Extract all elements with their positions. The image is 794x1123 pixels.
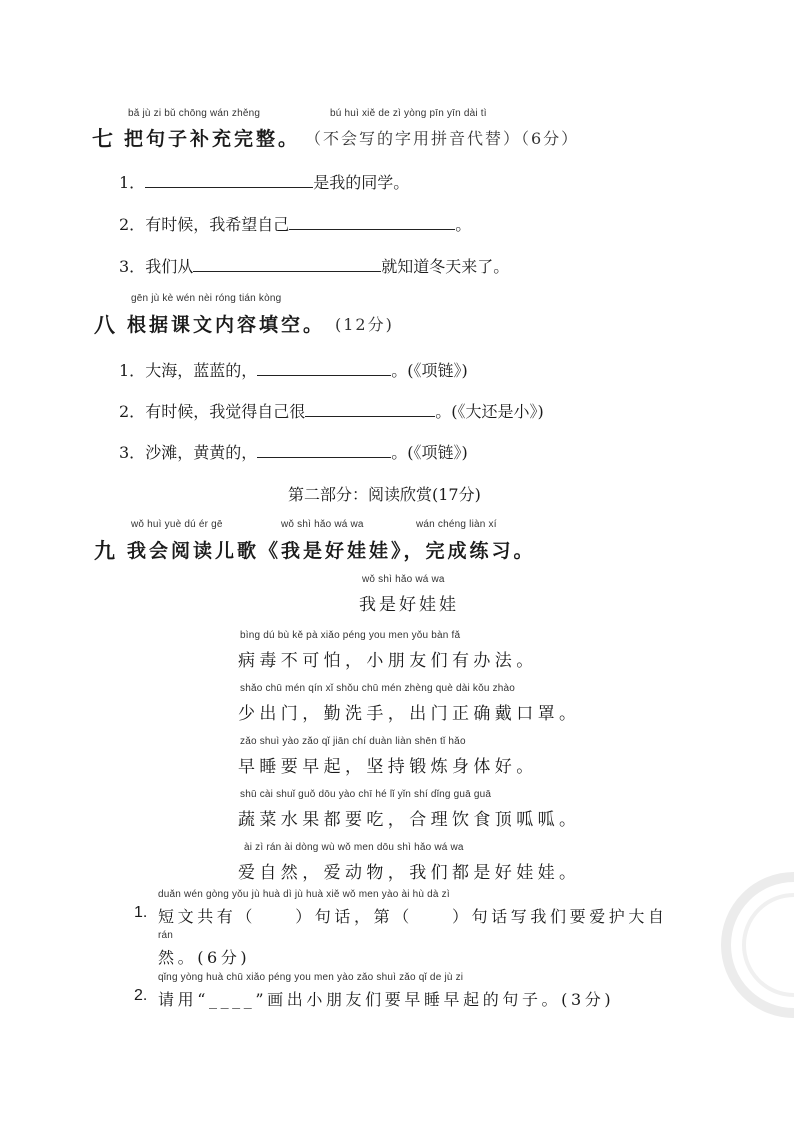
s8-title-pinyin: gēn jù kè wén nèi róng tián kòng — [131, 293, 282, 304]
s8-item-1: 1．大海，蓝蓝的， 。(《项链》) — [119, 358, 468, 381]
watermark-seal — [684, 870, 794, 1020]
q1-pinyin-2: rán — [158, 930, 174, 941]
s8-item-2: 2．有时候，我觉得自己很 。(《大还是小》) — [119, 399, 544, 422]
s7-hint-pinyin: bú huì xiě de zì yòng pīn yīn dài tì — [330, 108, 487, 119]
q2-number: 2. — [134, 987, 148, 1004]
section-8-score: (12分) — [335, 315, 394, 334]
q1-number: 1. — [134, 904, 148, 921]
q1-text-2: 然。(6分) — [158, 948, 251, 967]
s9-pinyin-1: wǒ huì yuè dú ér gē — [131, 519, 223, 530]
poem-title-pinyin: wǒ shì hǎo wá wa — [362, 574, 445, 585]
s7-item-3: 3．我们从 就知道冬天来了。 — [119, 254, 509, 277]
section-7-number: 七 — [92, 127, 113, 151]
poem-line-5: 爱自然，爱动物，我们都是好娃娃。 — [238, 863, 581, 883]
section-9-number: 九 — [94, 539, 115, 563]
s8-item-3: 3．沙滩，黄黄的， 。(《项链》) — [119, 440, 468, 463]
q1-text: 短文共有（ ）句话，第（ ）句话写我们要爱护大自 — [158, 907, 668, 926]
poem-line-3-pinyin: zǎo shuì yào zǎo qǐ jiān chí duàn liàn shēn tǐ hǎo — [240, 736, 466, 747]
poem-title: 我是好娃娃 — [359, 595, 459, 615]
section-9-title: 我会阅读儿歌《我是好娃娃》，完成练习。 — [127, 540, 536, 562]
poem-line-3: 早睡要早起，坚持锻炼身体好。 — [238, 757, 538, 777]
poem-line-2-pinyin: shǎo chū mén qín xǐ shǒu chū mén zhèng què dài kǒu zhào — [240, 683, 516, 694]
answer-blank[interactable] — [257, 358, 391, 376]
poem-line-4-pinyin: shū cài shuǐ guǒ dōu yào chī hé lǐ yǐn shí dǐng guā guā — [240, 789, 492, 800]
q1-pinyin: duǎn wén gòng yǒu jù huà dì jù huà xiě wǒ men yào ài hù dà zì — [158, 889, 450, 900]
part-2-heading: 第二部分：阅读欣赏(17分) — [288, 485, 481, 504]
poem-line-5-pinyin: ài zì rán ài dòng wù wǒ men dōu shì hǎo wá wa — [244, 842, 464, 853]
s7-title-pinyin: bǎ jù zi bǔ chōng wán zhěng — [128, 108, 261, 119]
answer-blank[interactable] — [289, 212, 455, 230]
poem-line-2: 少出门，勤洗手，出门正确戴口罩。 — [238, 704, 581, 724]
section-8-title: 根据课文内容填空。 — [127, 314, 326, 336]
poem-line-1: 病毒不可怕，小朋友们有办法。 — [238, 651, 538, 671]
section-8-number: 八 — [94, 313, 115, 337]
s7-item-1: 1． 是我的同学。 — [119, 170, 409, 193]
q2-pinyin: qǐng yòng huà chū xiǎo péng you men yào zǎo shuì zǎo qǐ de jù zi — [158, 972, 464, 983]
poem-line-4: 蔬菜水果都要吃，合理饮食顶呱呱。 — [238, 810, 581, 830]
poem-line-1-pinyin: bìng dú bù kě pà xiǎo péng you men yǒu bàn fǎ — [240, 630, 461, 641]
answer-blank[interactable] — [257, 440, 391, 458]
answer-blank[interactable] — [193, 254, 381, 272]
section-7-hint: （不会写的字用拼音代替）（6分） — [305, 129, 580, 148]
q2-text: 请用“____”画出小朋友们要早睡早起的句子。(3分) — [158, 990, 615, 1009]
answer-blank[interactable] — [145, 170, 313, 188]
s9-pinyin-3: wán chéng liàn xí — [416, 519, 497, 530]
answer-blank[interactable] — [305, 399, 435, 417]
s7-item-2: 2．有时候，我希望自己 。 — [119, 212, 471, 235]
s9-pinyin-2: wǒ shì hǎo wá wa — [281, 519, 364, 530]
section-7-title: 把句子补充完整。 — [124, 128, 301, 150]
